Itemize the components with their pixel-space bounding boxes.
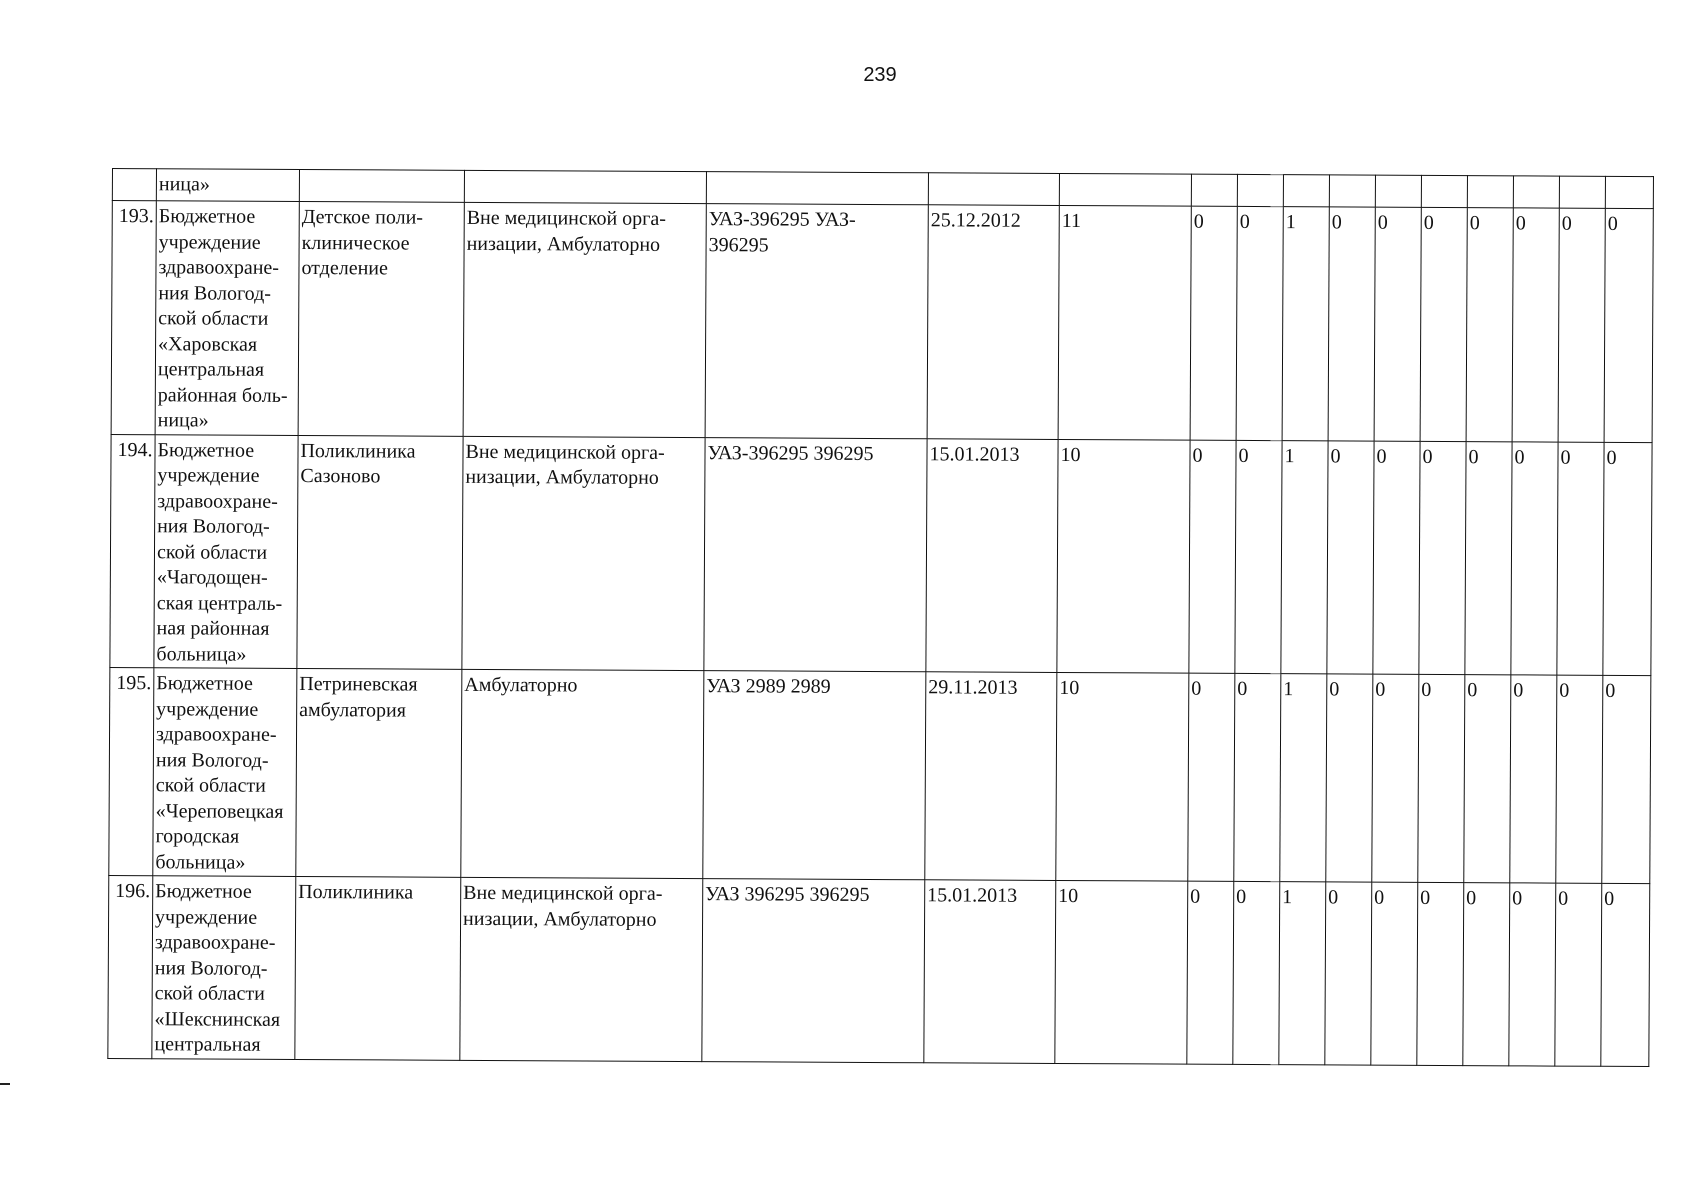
flag-cell: 1 [1282,207,1329,441]
organization-cell [153,668,297,877]
organization-line: ница» [157,409,209,432]
organization-line: «Шекснинская [154,1007,281,1031]
flag-cell: 0 [1465,441,1512,675]
division-line: отделение [301,256,388,280]
organization-line: ная районная [156,617,270,640]
table-row [110,434,1652,676]
flag-cell [1283,175,1329,207]
conditions-cell [462,436,705,671]
organization-line: Бюджетное [158,205,256,228]
division-line: амбулатория [299,698,407,722]
row-number-cell: 195. [109,667,154,875]
flag-cell: 0 [1420,207,1467,441]
flag-cell: 0 [1187,881,1234,1064]
flag-cell [1329,175,1375,207]
conditions-line: низации, Амбулаторно [466,232,661,256]
vehicle-cell [705,204,928,439]
organization-line: городская [155,825,240,848]
age-cell: 10 [1056,672,1189,881]
flag-cell [1421,175,1467,207]
age-cell: 10 [1055,880,1188,1063]
flag-cell: 0 [1190,206,1237,440]
vehicle-line: УАЗ 396295 396295 [705,883,870,906]
conditions-line: Вне медицинской орга- [465,440,665,464]
flag-cell: 0 [1328,207,1375,441]
flag-cell: 1 [1281,440,1328,674]
division-cell [297,435,463,669]
conditions-line: Амбулаторно [464,673,578,697]
date-cell [928,173,1059,206]
conditions-cell [461,669,704,878]
organization-line: ния Вологод- [158,281,272,305]
conditions-line: низации, Амбулаторно [465,465,659,489]
organization-cell [154,434,298,668]
flag-cell: 0 [1603,442,1652,676]
conditions-cell [463,202,706,437]
age-cell: 10 [1057,439,1190,673]
organization-line: ния Вологод- [155,748,269,772]
division-line: Петриневская [299,672,418,696]
flag-cell: 0 [1510,675,1557,883]
conditions-line: низации, Амбулаторно [463,907,657,931]
flag-cell: 0 [1604,208,1653,442]
vehicle-cell [706,172,928,205]
vehicle-cell [703,671,926,880]
organization-line: Бюджетное [157,438,255,462]
flag-cell: 0 [1326,674,1373,882]
division-cell [299,169,464,202]
vehicle-table [107,168,1654,1067]
organization-line: учреждение [156,697,259,721]
organization-line: здравоохране- [155,723,277,746]
division-line: клиническое [301,231,410,255]
division-line: Детское поли- [301,205,424,229]
flag-cell: 0 [1556,675,1603,883]
flag-cell: 0 [1417,882,1464,1065]
division-line: Сазоново [300,464,381,488]
flag-cell: 0 [1235,440,1282,674]
flag-cell: 0 [1418,674,1465,882]
age-cell [1059,173,1191,206]
flag-cell: 0 [1374,207,1421,441]
flag-cell: 0 [1372,674,1419,882]
flag-cell: 0 [1325,882,1372,1065]
flag-cell: 0 [1464,675,1511,883]
division-cell [296,668,462,877]
flag-cell [1513,176,1559,208]
vehicle-cell [702,879,925,1063]
organization-line: здравоохране- [157,489,278,513]
flag-cell [1559,176,1605,208]
vehicle-cell [704,437,927,672]
table-row [111,201,1653,443]
flag-cell: 0 [1189,440,1236,674]
organization-line: районная боль- [157,383,288,407]
flag-cell [1191,174,1237,206]
organization-line: Бюджетное [155,880,252,903]
flag-cell: 0 [1512,208,1559,442]
organization-line: здравоохране- [158,256,280,279]
flag-cell: 0 [1602,675,1651,883]
table-row [109,667,1651,883]
row-number-cell: 196. [108,875,153,1058]
conditions-line: Вне медицинской орга- [463,881,663,905]
date-cell: 15.01.2013 [926,438,1058,672]
flag-cell: 0 [1236,206,1283,440]
flag-cell: 0 [1463,883,1510,1066]
flag-cell: 0 [1601,883,1650,1066]
flag-cell: 0 [1373,441,1420,675]
organization-line: центральная [154,1033,261,1056]
division-line: Поликлиника [300,439,416,463]
division-cell [298,201,464,435]
vehicle-line: УАЗ-396295 396295 [707,441,874,465]
vehicle-line: УАЗ 2989 2989 [706,675,831,698]
organization-line: больница» [155,850,246,874]
flag-cell [1237,174,1283,206]
conditions-line: Вне медицинской орга- [466,206,667,230]
row-number-cell: 194. [110,434,155,668]
flag-cell: 1 [1280,674,1327,882]
organization-line: ская централь- [156,591,283,615]
flag-cell: 0 [1327,440,1374,674]
flag-cell: 0 [1188,673,1235,881]
flag-cell: 0 [1509,883,1556,1066]
organization-line: «Череповецкая [155,799,284,823]
row-number-cell: 193. [111,201,156,435]
flag-cell: 0 [1557,442,1604,676]
flag-cell: 0 [1466,208,1513,442]
conditions-cell [464,170,706,203]
organization-line: Бюджетное [156,672,253,695]
division-cell [295,876,461,1059]
organization-line: «Харовская [158,332,258,356]
organization-line: ской области [158,307,269,330]
vehicle-line: УАЗ-396295 УАЗ- [708,208,856,231]
organization-cell [152,876,296,1059]
organization-line: ской области [156,540,268,564]
organization-line: центральная [157,358,265,381]
flag-cell [1467,176,1513,208]
organization-line: ница» [158,173,210,196]
organization-cell [155,201,299,435]
flag-cell: 1 [1279,882,1326,1065]
flag-cell: 0 [1419,441,1466,675]
vehicle-line: 396295 [708,233,769,256]
flag-cell: 0 [1233,881,1280,1064]
table-body [108,169,1654,1067]
organization-line: ской области [155,774,266,797]
flag-cell: 0 [1558,208,1605,442]
organization-line: учреждение [155,905,258,929]
organization-line: здравоохране- [154,931,276,954]
flag-cell: 0 [1234,673,1281,881]
flag-cell: 0 [1371,882,1418,1065]
organization-line: ния Вологод- [157,515,270,538]
flag-cell [1375,175,1421,207]
date-cell: 29.11.2013 [925,672,1057,881]
organization-line: больница» [156,642,247,666]
organization-line: «Чагодощен- [156,566,268,589]
organization-line: учреждение [158,230,261,254]
flag-cell [1605,176,1653,208]
row-number-cell [112,169,156,201]
organization-line: учреждение [157,464,260,487]
date-cell: 25.12.2012 [927,205,1059,439]
table-row [108,875,1650,1066]
division-line: Поликлиника [298,880,414,904]
flag-cell: 0 [1511,441,1558,675]
page-number: 239 [863,64,897,86]
organization-line: ской области [154,982,265,1005]
scan-edge-mark [0,1083,10,1085]
organization-cell [156,169,299,202]
conditions-cell [460,877,703,1061]
flag-cell: 0 [1555,883,1602,1066]
document-sheet [107,168,1653,1067]
organization-line: ния Вологод- [154,956,268,980]
age-cell: 11 [1058,205,1191,439]
date-cell: 15.01.2013 [924,880,1056,1063]
